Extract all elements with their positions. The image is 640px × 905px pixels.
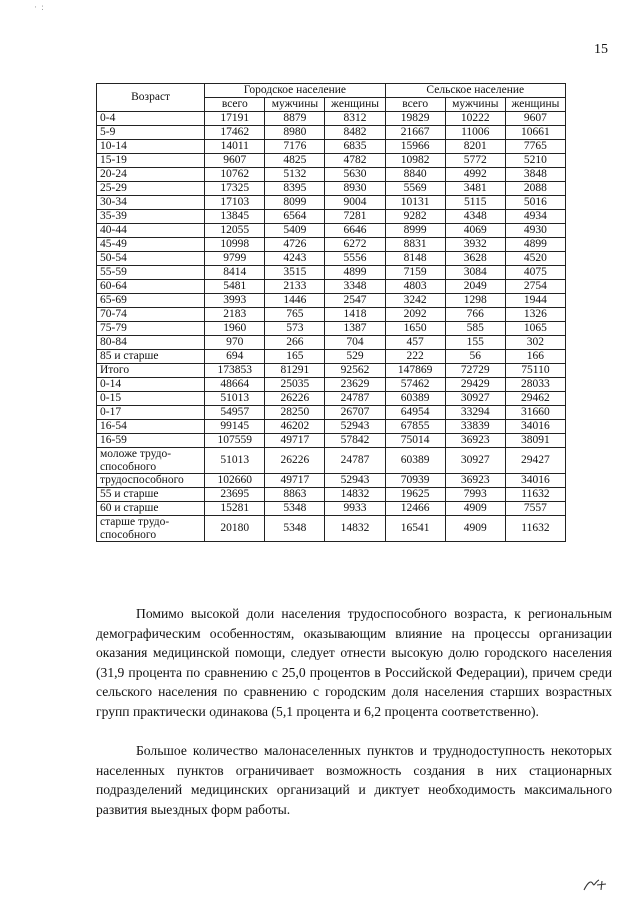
value-cell: 10762 (205, 168, 265, 182)
value-cell: 75110 (505, 364, 565, 378)
value-cell: 52943 (325, 474, 385, 488)
value-cell: 5348 (265, 516, 325, 542)
value-cell: 766 (445, 308, 505, 322)
value-cell: 4782 (325, 154, 385, 168)
value-cell: 15281 (205, 502, 265, 516)
age-group-cell: 35-39 (97, 210, 205, 224)
value-cell: 4069 (445, 224, 505, 238)
age-header: Возраст (97, 84, 205, 112)
value-cell: 3481 (445, 182, 505, 196)
value-cell: 10131 (385, 196, 445, 210)
value-cell: 3993 (205, 294, 265, 308)
table-row (97, 140, 566, 154)
value-cell: 8863 (265, 488, 325, 502)
value-cell: 4934 (505, 210, 565, 224)
value-cell: 155 (445, 336, 505, 350)
value-cell: 72729 (445, 364, 505, 378)
table-row (97, 168, 566, 182)
value-cell: 21667 (385, 126, 445, 140)
value-cell: 23695 (205, 488, 265, 502)
table-row (97, 406, 566, 420)
age-group-cell: 55-59 (97, 266, 205, 280)
value-cell: 4348 (445, 210, 505, 224)
value-cell: 5481 (205, 280, 265, 294)
table-row (97, 378, 566, 392)
age-group-cell: 65-69 (97, 294, 205, 308)
value-cell: 36923 (445, 434, 505, 448)
table-row (97, 112, 566, 126)
value-cell: 8201 (445, 140, 505, 154)
value-cell: 2547 (325, 294, 385, 308)
value-cell: 4726 (265, 238, 325, 252)
urban-total-header: всего (205, 98, 265, 112)
age-group-cell: 0-4 (97, 112, 205, 126)
value-cell: 8482 (325, 126, 385, 140)
table-row (97, 280, 566, 294)
value-cell: 585 (445, 322, 505, 336)
value-cell: 529 (325, 350, 385, 364)
value-cell: 7176 (265, 140, 325, 154)
value-cell: 25035 (265, 378, 325, 392)
age-group-cell: 60-64 (97, 280, 205, 294)
value-cell: 4899 (505, 238, 565, 252)
value-cell: 4520 (505, 252, 565, 266)
value-cell: 4930 (505, 224, 565, 238)
age-group-cell: 75-79 (97, 322, 205, 336)
age-group-cell: 85 и старше (97, 350, 205, 364)
age-group-cell: 60 и старше (97, 502, 205, 516)
value-cell: 20180 (205, 516, 265, 542)
value-cell: 2183 (205, 308, 265, 322)
value-cell: 8414 (205, 266, 265, 280)
value-cell: 48664 (205, 378, 265, 392)
value-cell: 4243 (265, 252, 325, 266)
value-cell: 1065 (505, 322, 565, 336)
value-cell: 8099 (265, 196, 325, 210)
rural-total-header: всего (385, 98, 445, 112)
table-row (97, 392, 566, 406)
value-cell: 1446 (265, 294, 325, 308)
value-cell: 29429 (445, 378, 505, 392)
value-cell: 4909 (445, 502, 505, 516)
age-group-cell: 70-74 (97, 308, 205, 322)
value-cell: 6564 (265, 210, 325, 224)
value-cell: 9799 (205, 252, 265, 266)
rural-female-header: женщины (505, 98, 565, 112)
value-cell: 67855 (385, 420, 445, 434)
table-row (97, 336, 566, 350)
value-cell: 5569 (385, 182, 445, 196)
table-row (97, 252, 566, 266)
value-cell: 3848 (505, 168, 565, 182)
value-cell: 30927 (445, 392, 505, 406)
value-cell: 2092 (385, 308, 445, 322)
value-cell: 19829 (385, 112, 445, 126)
value-cell: 29427 (505, 448, 565, 474)
table-row (97, 308, 566, 322)
value-cell: 4825 (265, 154, 325, 168)
value-cell: 11006 (445, 126, 505, 140)
value-cell: 64954 (385, 406, 445, 420)
table-row (97, 294, 566, 308)
value-cell: 4909 (445, 516, 505, 542)
value-cell: 60389 (385, 448, 445, 474)
value-cell: 970 (205, 336, 265, 350)
age-group-cell: 45-49 (97, 238, 205, 252)
value-cell: 3084 (445, 266, 505, 280)
age-group-cell: 16-59 (97, 434, 205, 448)
value-cell: 52943 (325, 420, 385, 434)
value-cell: 8930 (325, 182, 385, 196)
table-row (97, 420, 566, 434)
value-cell: 222 (385, 350, 445, 364)
paragraph-2-text: Большое количество малонаселенных пунктов и труднодоступность некоторых населенных пунктов ограничивает возможность создания в них стационарных подразделений медицинских организаций и диктует необходимость максимального развития выездных форм работы. (96, 743, 612, 817)
age-group-cell: старше трудо-способного (97, 516, 205, 542)
age-group-cell: 25-29 (97, 182, 205, 196)
value-cell: 57462 (385, 378, 445, 392)
urban-male-header: мужчины (265, 98, 325, 112)
value-cell: 8395 (265, 182, 325, 196)
value-cell: 70939 (385, 474, 445, 488)
table-row (97, 488, 566, 502)
value-cell: 26226 (265, 392, 325, 406)
age-group-cell: 55 и старше (97, 488, 205, 502)
age-group-cell: 16-54 (97, 420, 205, 434)
table-row (97, 210, 566, 224)
table-header-row (97, 84, 566, 98)
value-cell: 28033 (505, 378, 565, 392)
table-row (97, 224, 566, 238)
value-cell: 5132 (265, 168, 325, 182)
value-cell: 4803 (385, 280, 445, 294)
value-cell: 12466 (385, 502, 445, 516)
table-row (97, 364, 566, 378)
value-cell: 54957 (205, 406, 265, 420)
value-cell: 49717 (265, 434, 325, 448)
value-cell: 9933 (325, 502, 385, 516)
value-cell: 1418 (325, 308, 385, 322)
age-group-cell: 10-14 (97, 140, 205, 154)
value-cell: 4075 (505, 266, 565, 280)
value-cell: 19625 (385, 488, 445, 502)
value-cell: 704 (325, 336, 385, 350)
table-row (97, 154, 566, 168)
value-cell: 13845 (205, 210, 265, 224)
value-cell: 7159 (385, 266, 445, 280)
value-cell: 14832 (325, 488, 385, 502)
age-group-cell: Итого (97, 364, 205, 378)
rural-male-header: мужчины (445, 98, 505, 112)
page-number: 15 (594, 42, 608, 57)
value-cell: 24787 (325, 448, 385, 474)
age-group-cell: 0-15 (97, 392, 205, 406)
value-cell: 1326 (505, 308, 565, 322)
value-cell: 457 (385, 336, 445, 350)
value-cell: 11632 (505, 516, 565, 542)
value-cell: 694 (205, 350, 265, 364)
value-cell: 165 (265, 350, 325, 364)
age-group-cell: 50-54 (97, 252, 205, 266)
value-cell: 26226 (265, 448, 325, 474)
value-cell: 34016 (505, 420, 565, 434)
value-cell: 5556 (325, 252, 385, 266)
value-cell: 302 (505, 336, 565, 350)
table-row (97, 238, 566, 252)
value-cell: 9607 (505, 112, 565, 126)
value-cell: 2088 (505, 182, 565, 196)
value-cell: 1960 (205, 322, 265, 336)
value-cell: 7281 (325, 210, 385, 224)
age-group-cell: 5-9 (97, 126, 205, 140)
table-row (97, 350, 566, 364)
table-row (97, 182, 566, 196)
value-cell: 1298 (445, 294, 505, 308)
age-group-cell: 0-14 (97, 378, 205, 392)
value-cell: 36923 (445, 474, 505, 488)
value-cell: 8879 (265, 112, 325, 126)
value-cell: 24787 (325, 392, 385, 406)
table-row (97, 434, 566, 448)
value-cell: 3515 (265, 266, 325, 280)
value-cell: 102660 (205, 474, 265, 488)
value-cell: 46202 (265, 420, 325, 434)
value-cell: 17325 (205, 182, 265, 196)
table-row (97, 474, 566, 488)
value-cell: 56 (445, 350, 505, 364)
value-cell: 14011 (205, 140, 265, 154)
urban-female-header: женщины (325, 98, 385, 112)
value-cell: 7557 (505, 502, 565, 516)
value-cell: 2754 (505, 280, 565, 294)
value-cell: 5630 (325, 168, 385, 182)
age-group-cell: трудоспособного (97, 474, 205, 488)
value-cell: 8312 (325, 112, 385, 126)
value-cell: 6272 (325, 238, 385, 252)
paragraph-2 (96, 741, 612, 819)
value-cell: 10982 (385, 154, 445, 168)
value-cell: 4992 (445, 168, 505, 182)
value-cell: 99145 (205, 420, 265, 434)
value-cell: 26707 (325, 406, 385, 420)
rural-header: Сельское население (385, 84, 565, 98)
scan-corner-mark: · : (34, 2, 45, 12)
value-cell: 8148 (385, 252, 445, 266)
value-cell: 17462 (205, 126, 265, 140)
table-row (97, 502, 566, 516)
population-table (96, 83, 566, 542)
value-cell: 31660 (505, 406, 565, 420)
value-cell: 3628 (445, 252, 505, 266)
age-group-cell: моложе трудо-способного (97, 448, 205, 474)
value-cell: 51013 (205, 448, 265, 474)
value-cell: 266 (265, 336, 325, 350)
value-cell: 3932 (445, 238, 505, 252)
table-row (97, 266, 566, 280)
value-cell: 8980 (265, 126, 325, 140)
value-cell: 9607 (205, 154, 265, 168)
value-cell: 2133 (265, 280, 325, 294)
value-cell: 34016 (505, 474, 565, 488)
value-cell: 16541 (385, 516, 445, 542)
value-cell: 573 (265, 322, 325, 336)
age-group-cell: 40-44 (97, 224, 205, 238)
value-cell: 5210 (505, 154, 565, 168)
value-cell: 29462 (505, 392, 565, 406)
table-row (97, 516, 566, 542)
value-cell: 38091 (505, 434, 565, 448)
value-cell: 7765 (505, 140, 565, 154)
value-cell: 8831 (385, 238, 445, 252)
value-cell: 4899 (325, 266, 385, 280)
value-cell: 92562 (325, 364, 385, 378)
age-group-cell: 20-24 (97, 168, 205, 182)
value-cell: 30927 (445, 448, 505, 474)
value-cell: 107559 (205, 434, 265, 448)
table-body (97, 112, 566, 542)
table-row (97, 448, 566, 474)
table-row (97, 196, 566, 210)
urban-header: Городское население (205, 84, 385, 98)
value-cell: 8840 (385, 168, 445, 182)
value-cell: 3348 (325, 280, 385, 294)
value-cell: 1650 (385, 322, 445, 336)
value-cell: 8999 (385, 224, 445, 238)
value-cell: 33294 (445, 406, 505, 420)
table-row (97, 126, 566, 140)
value-cell: 33839 (445, 420, 505, 434)
value-cell: 10222 (445, 112, 505, 126)
age-group-cell: 0-17 (97, 406, 205, 420)
value-cell: 5409 (265, 224, 325, 238)
handwritten-signature (582, 878, 610, 892)
value-cell: 17103 (205, 196, 265, 210)
value-cell: 49717 (265, 474, 325, 488)
value-cell: 23629 (325, 378, 385, 392)
value-cell: 5348 (265, 502, 325, 516)
value-cell: 765 (265, 308, 325, 322)
value-cell: 12055 (205, 224, 265, 238)
value-cell: 15966 (385, 140, 445, 154)
table-row (97, 322, 566, 336)
age-group-cell: 15-19 (97, 154, 205, 168)
value-cell: 7993 (445, 488, 505, 502)
value-cell: 173853 (205, 364, 265, 378)
value-cell: 5772 (445, 154, 505, 168)
paragraph-1 (96, 604, 612, 722)
value-cell: 57842 (325, 434, 385, 448)
value-cell: 11632 (505, 488, 565, 502)
value-cell: 6646 (325, 224, 385, 238)
value-cell: 147869 (385, 364, 445, 378)
value-cell: 1387 (325, 322, 385, 336)
value-cell: 2049 (445, 280, 505, 294)
value-cell: 9004 (325, 196, 385, 210)
value-cell: 17191 (205, 112, 265, 126)
value-cell: 9282 (385, 210, 445, 224)
value-cell: 166 (505, 350, 565, 364)
value-cell: 5115 (445, 196, 505, 210)
age-group-cell: 80-84 (97, 336, 205, 350)
value-cell: 14832 (325, 516, 385, 542)
value-cell: 60389 (385, 392, 445, 406)
value-cell: 51013 (205, 392, 265, 406)
value-cell: 3242 (385, 294, 445, 308)
value-cell: 1944 (505, 294, 565, 308)
age-group-cell: 30-34 (97, 196, 205, 210)
value-cell: 10661 (505, 126, 565, 140)
value-cell: 75014 (385, 434, 445, 448)
value-cell: 5016 (505, 196, 565, 210)
value-cell: 10998 (205, 238, 265, 252)
value-cell: 81291 (265, 364, 325, 378)
value-cell: 28250 (265, 406, 325, 420)
paragraph-1-text: Помимо высокой доли населения трудоспособного возраста, к региональным демографическим особенностям, оказывающим влияние на процессы организации оказания медицинской помощи, следует отнести высокую долю городского населения (31,9 процента по сравнению с 25,0 процентов в Российской Федерации), причем среди сельского населения по сравнению с городским доля населения старших возрастных групп практически одинакова (5,1 процента и 6,2 процента соответственно). (96, 606, 612, 719)
value-cell: 6835 (325, 140, 385, 154)
